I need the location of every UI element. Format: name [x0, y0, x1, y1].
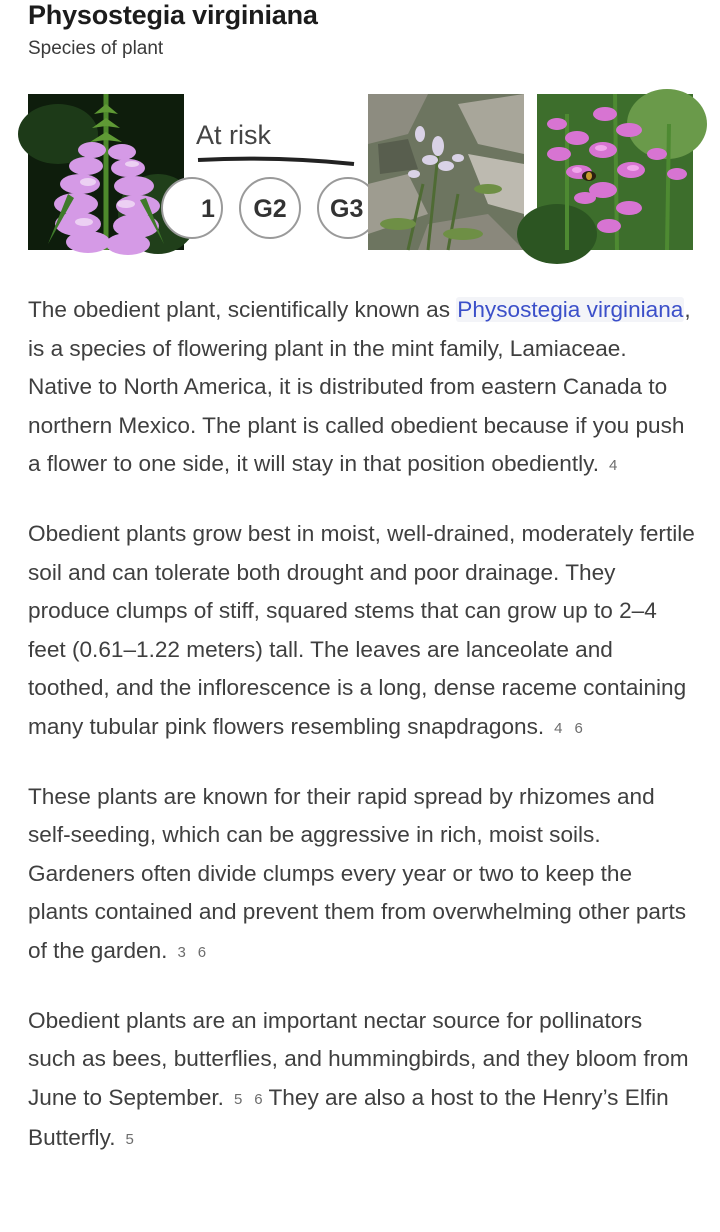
plant-rocks-image: [368, 94, 524, 250]
citation-marker[interactable]: 6: [197, 943, 207, 961]
paragraph-4-body-b: They are also a host to the Henry’s Elfin Butterfly.: [28, 1084, 669, 1151]
citation-marker[interactable]: 6: [254, 1090, 263, 1108]
gallery-image-flowers-with-bee[interactable]: [537, 94, 693, 250]
status-code-g3: G3: [330, 195, 364, 223]
citation-marker[interactable]: 5: [125, 1131, 134, 1149]
paragraph-1: [28, 291, 696, 486]
article-content: [28, 291, 696, 1189]
paragraph-3: [28, 778, 696, 973]
conservation-status-graphic: [196, 94, 364, 250]
paragraph-1-intro: The obedient plant, scientifically known as: [28, 297, 457, 322]
gallery-image-flower-closeup[interactable]: [28, 94, 184, 250]
paragraph-1-body: , is a species of flowering plant in the mint family, Lamiaceae. Native to North America, it is distributed from eastern Canada to northern Mexico. The plant is called obedient because if you push a flower to one side, it will stay in that position obediently.: [28, 297, 691, 477]
status-heading: At risk: [196, 120, 272, 150]
header: [28, 0, 318, 61]
image-gallery: [28, 94, 720, 250]
citation-marker[interactable]: 3: [177, 943, 186, 961]
paragraph-2: [28, 515, 696, 749]
paragraph-4: [28, 1002, 696, 1160]
flowers-bee-image: [537, 94, 693, 250]
flower-closeup-image: [28, 94, 184, 250]
gallery-image-plant-among-rocks[interactable]: [368, 94, 524, 250]
paragraph-4-body-a: Obedient plants are an important nectar source for pollinators such as bees, butterflies, and hummingbirds, and they bloom from June to September.: [28, 1007, 689, 1110]
status-code-g2: G2: [253, 195, 287, 223]
paragraph-2-body: Obedient plants grow best in moist, well-drained, moderately fertile soil and can tolerate both drought and poor drainage. They produce clumps of stiff, squared stems that can grow up to 2–4 feet (0.61–1.22 meters) tall. The leaves are lanceolate and toothed, and the inflorescence is a long, dense raceme containing many tubular pink flowers resembling snapdragons.: [28, 520, 695, 739]
page-title: Physostegia virginiana: [28, 0, 318, 30]
citation-marker[interactable]: 5: [233, 1090, 243, 1108]
paragraph-3-body: These plants are known for their rapid spread by rhizomes and self-seeding, which can be aggressive in rich, moist soils. Gardeners often divide clumps every year or two to keep the plants contained and prevent them from overwhelming other parts of the garden.: [28, 783, 687, 963]
status-code-1: 1: [201, 195, 215, 223]
citation-marker[interactable]: 6: [574, 719, 583, 737]
species-link[interactable]: Physostegia virginiana: [457, 297, 684, 322]
citation-marker[interactable]: 4: [554, 719, 563, 737]
gallery-image-conservation-status[interactable]: [196, 94, 364, 250]
citation-marker[interactable]: 4: [609, 457, 618, 475]
page-subtitle: Species of plant: [28, 38, 164, 59]
